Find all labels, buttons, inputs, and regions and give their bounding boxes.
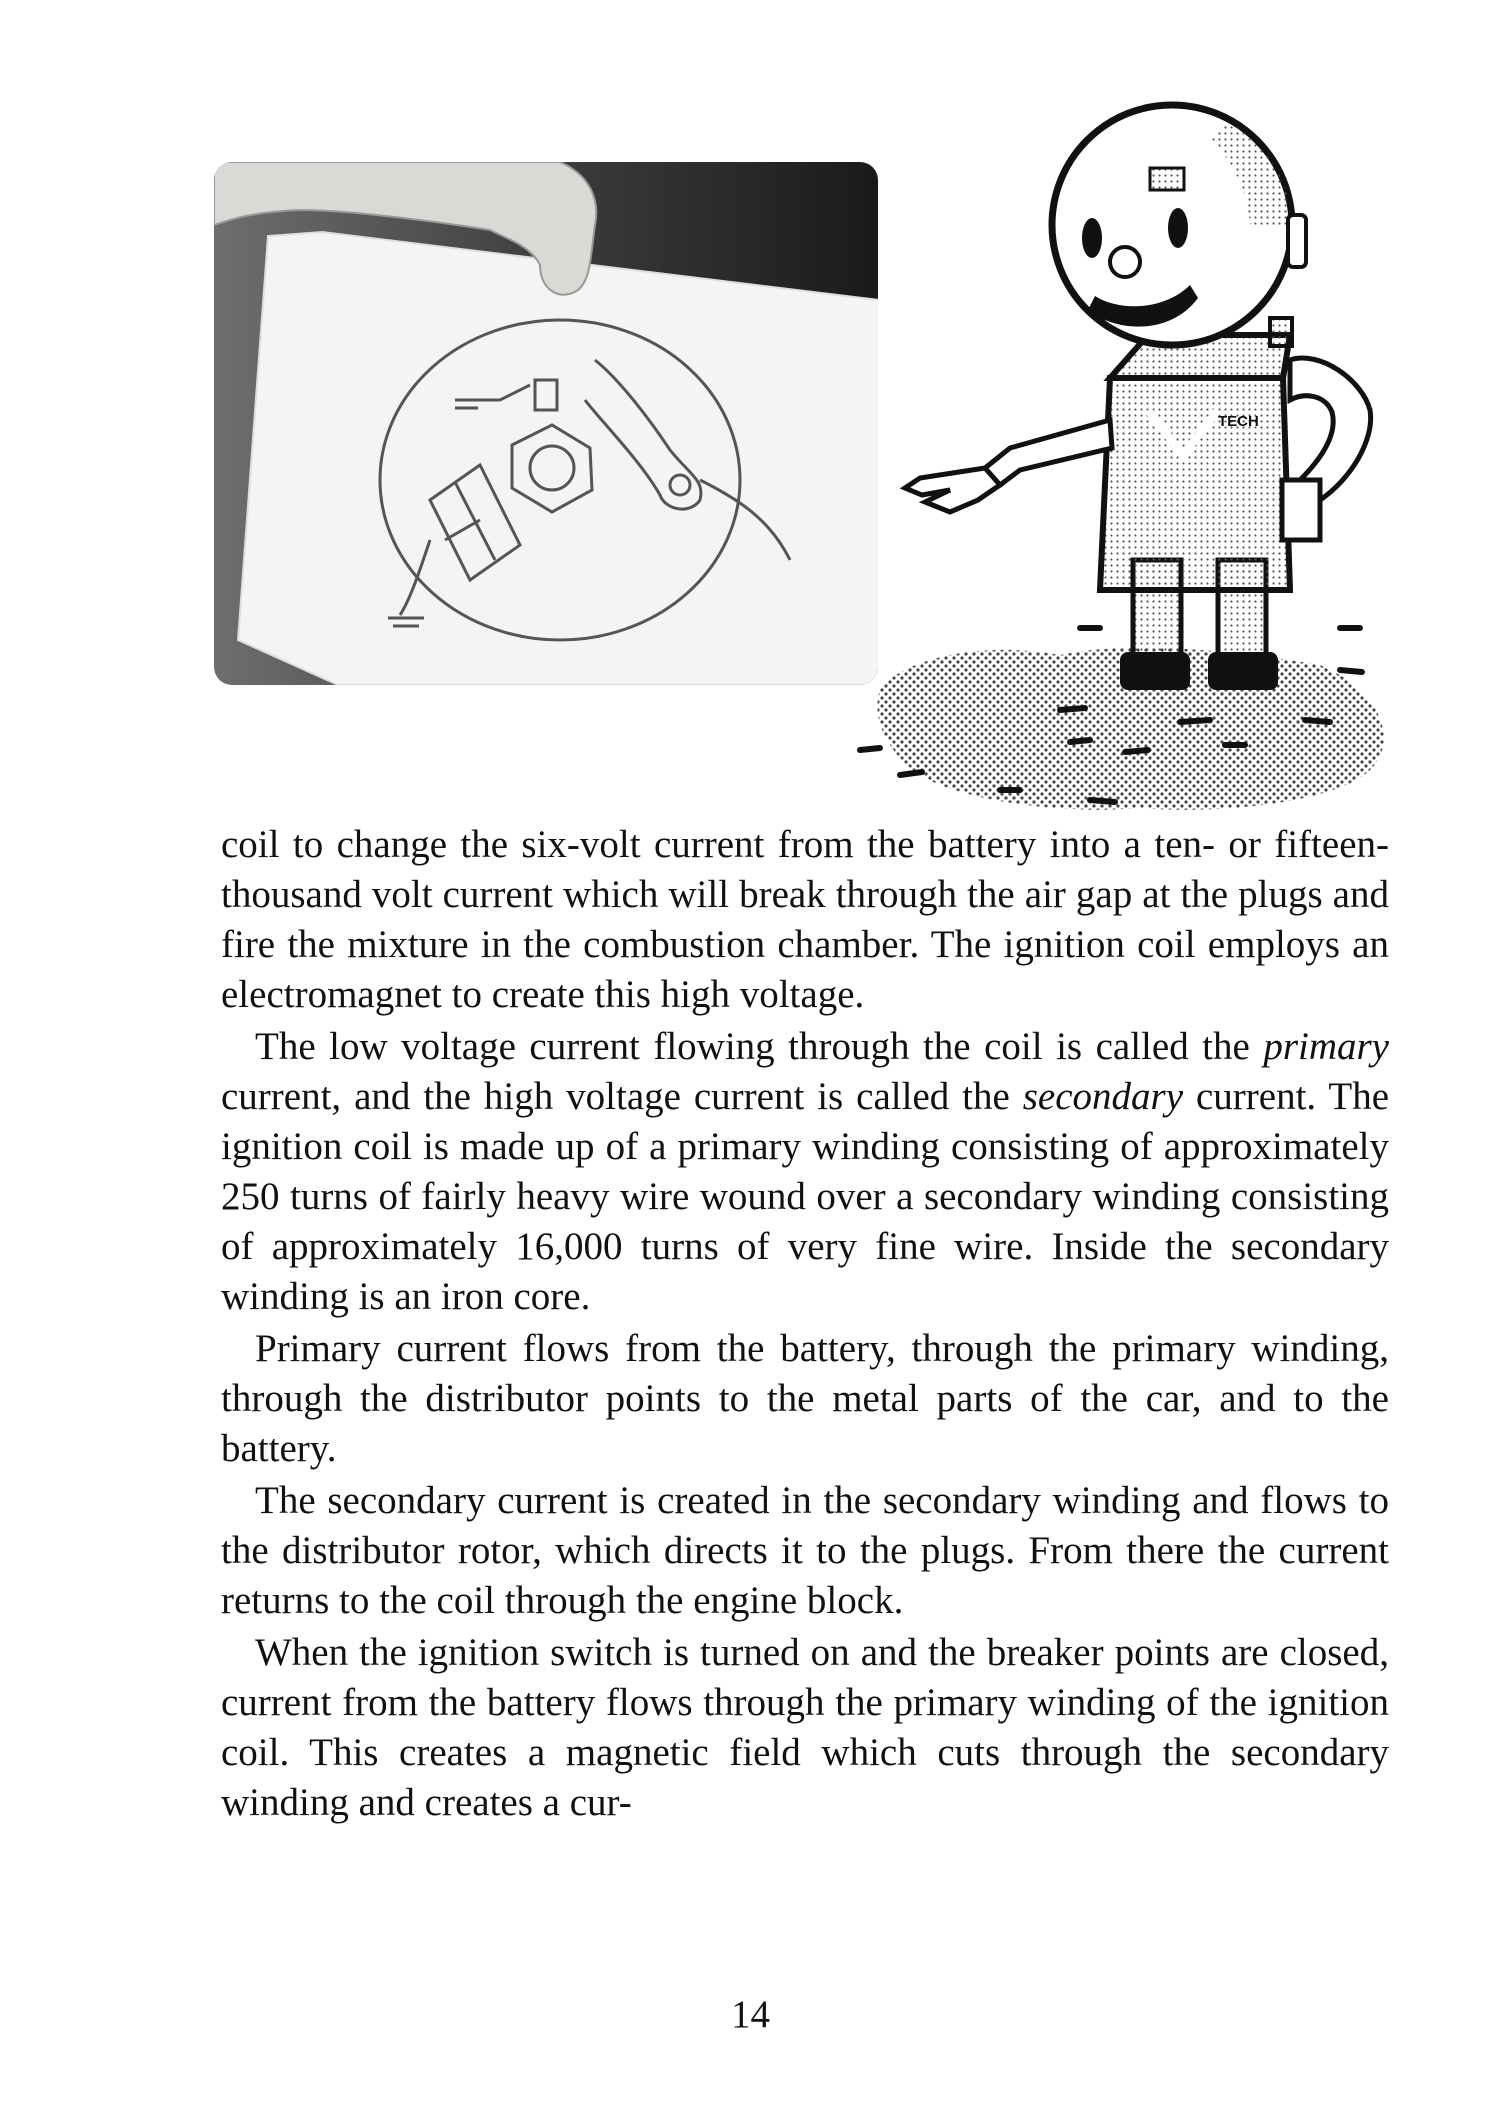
text-run: When the ignition switch is turned on and the breaker points are closed, current from the battery flows through the primary winding of the ignition coil. This creates a magnetic field which cuts through the secondary winding and creates a cur- xyxy=(221,1631,1389,1824)
text-run: Primary current flows from the battery, through the primary winding, through the distributor points to the metal parts of the car, and to the battery. xyxy=(221,1327,1389,1470)
text-run: The low voltage current flowing through the coil is called the xyxy=(255,1025,1264,1068)
illustration xyxy=(0,0,1501,840)
body-paragraph xyxy=(221,1324,1389,1474)
illustration-svg xyxy=(0,0,1501,840)
photo-distributor-sketch xyxy=(214,162,879,685)
body-paragraph xyxy=(221,1628,1389,1828)
robot-mascot xyxy=(860,105,1384,810)
text-run: current. The ignition coil is made up of a primary winding consisting of approximately 250 turns of fairly heavy wire wound over a secondary winding consisting of approximately 16,000 turns of very fine wire. Inside the secondary winding is an iron core. xyxy=(221,1075,1389,1318)
body-paragraph xyxy=(221,1022,1389,1322)
text-run: The secondary current is created in the secondary winding and flows to the distributor rotor, which directs it to the plugs. From there the current returns to the coil through the engine block. xyxy=(221,1479,1389,1622)
body-paragraph xyxy=(221,1476,1389,1626)
pointing-hand xyxy=(905,468,1000,512)
body-text xyxy=(221,820,1389,1828)
italic-term: secondary xyxy=(1022,1075,1184,1118)
robot-chest-mark: TECH xyxy=(1218,413,1259,430)
text-run: current, and the high voltage current is called the xyxy=(221,1075,1023,1118)
body-paragraph xyxy=(221,820,1389,1020)
text-run: coil to change the six-volt current from the battery into a ten- or fifteen-thousand volt current which will break through the air gap at the plugs and fire the mixture in the combustion chamber. The ignition coil employs an electromagnet to create this high voltage. xyxy=(221,823,1389,1016)
italic-term: primary xyxy=(1263,1025,1389,1068)
page-number: 14 xyxy=(731,1993,770,2036)
